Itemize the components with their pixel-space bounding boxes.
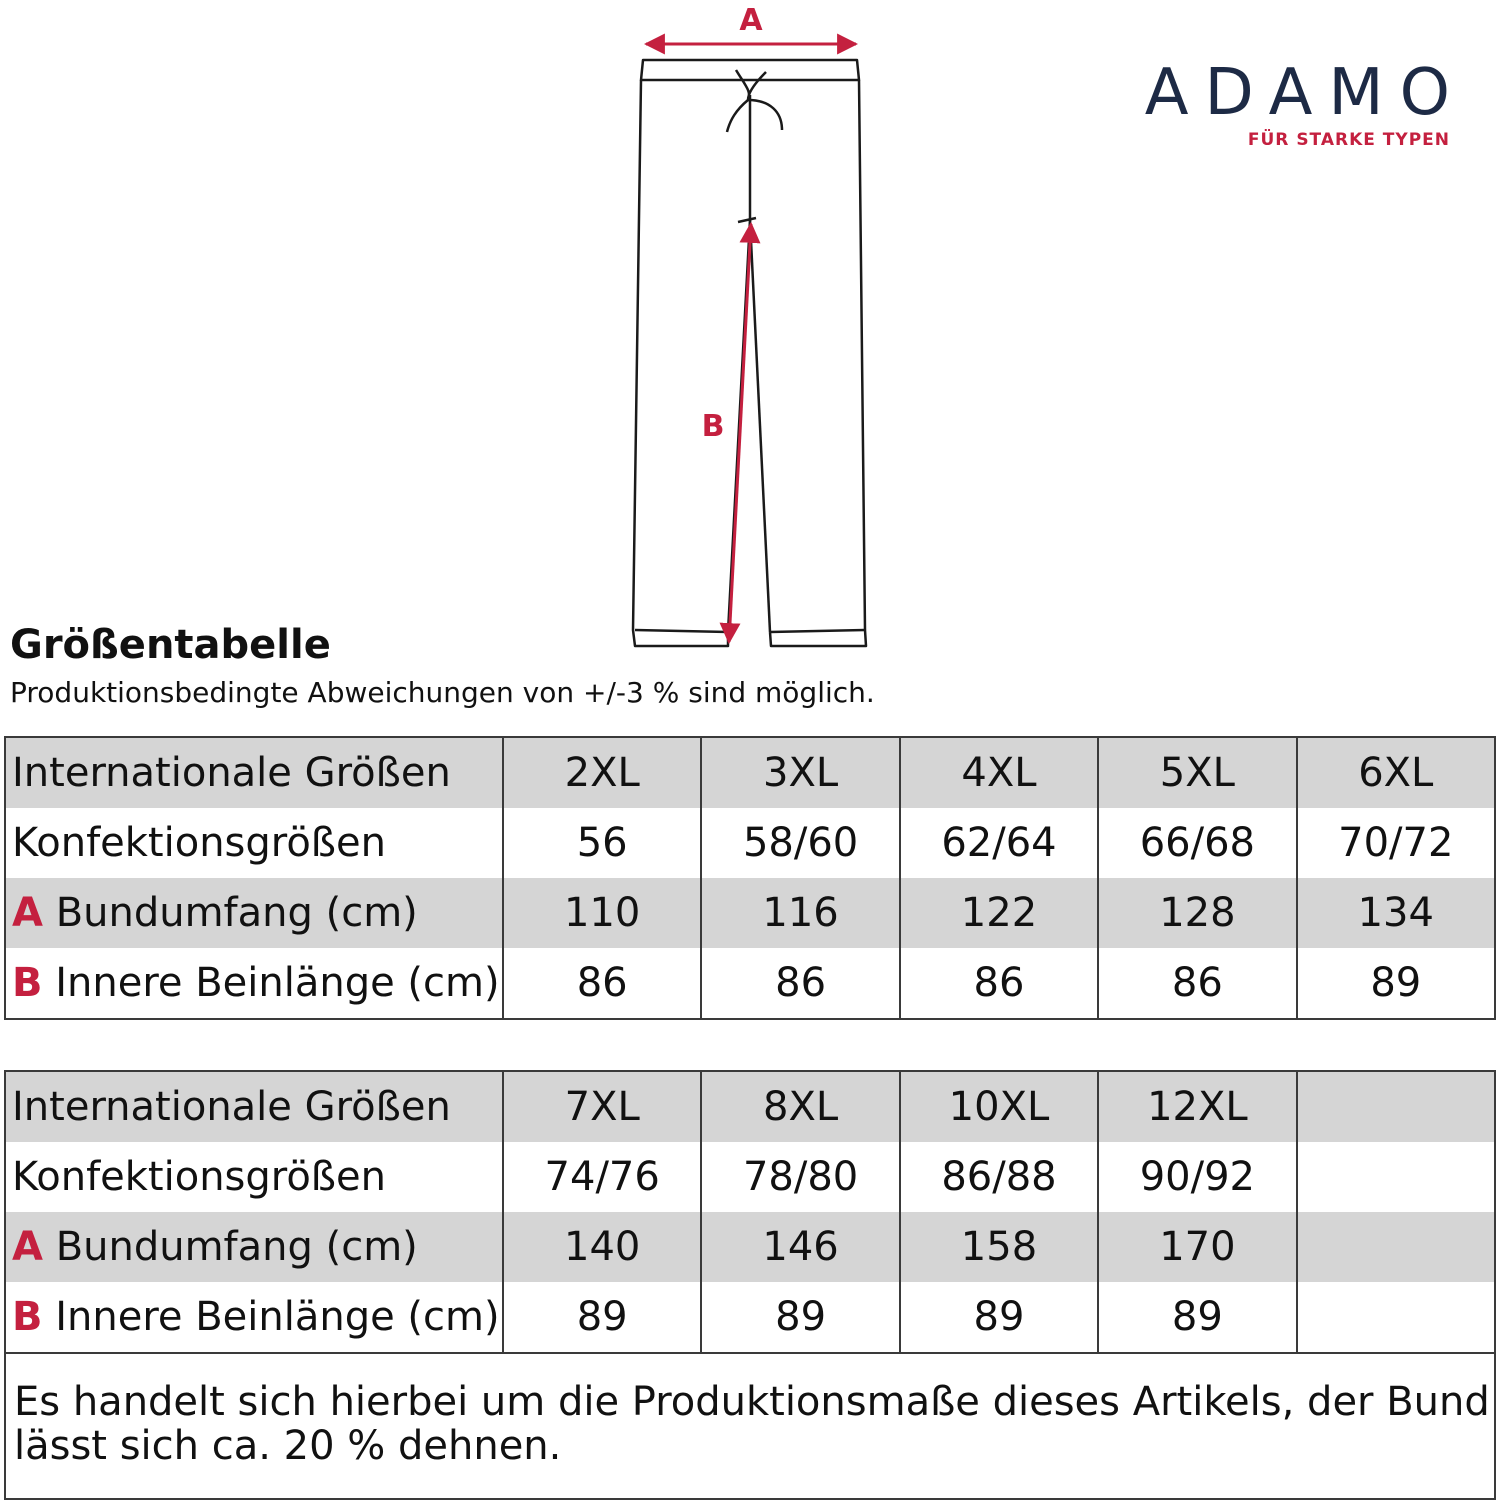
table-cell: 5XL [1098,737,1296,808]
table-cell: 7XL [503,1071,701,1142]
table-cell: 6XL [1297,737,1495,808]
table-cell: 89 [900,1282,1098,1353]
page-title: Größentabelle [10,622,331,668]
table-cell: 89 [1297,948,1495,1019]
table-row [5,878,1495,948]
table-cell [1297,1282,1495,1353]
table-cell [1297,1142,1495,1212]
key-letter-b: B [12,960,43,1006]
table-cell: 116 [701,878,899,948]
table-row [5,808,1495,878]
trouser-outline [633,60,866,646]
table-cell: 90/92 [1098,1142,1296,1212]
row-label: B Innere Beinlänge (cm) [5,1282,503,1353]
table-cell: 86/88 [900,1142,1098,1212]
table-row [5,1212,1495,1282]
table-cell: 8XL [701,1071,899,1142]
table-cell: 110 [503,878,701,948]
table-cell: 66/68 [1098,808,1296,878]
table-cell: 86 [900,948,1098,1019]
table-row [5,1071,1495,1142]
table-cell: 170 [1098,1212,1296,1282]
table-cell: 89 [1098,1282,1296,1353]
table-cell: 58/60 [701,808,899,878]
row-label: Konfektionsgrößen [5,808,503,878]
key-letter-b: B [12,1294,43,1340]
label-a: A [739,3,763,38]
size-table-1 [4,736,1496,1020]
label-b: B [701,409,725,444]
table-row [5,737,1495,808]
table-cell: 74/76 [503,1142,701,1212]
table-cell: 86 [503,948,701,1019]
table-cell: 12XL [1098,1071,1296,1142]
table-cell: 56 [503,808,701,878]
key-letter-a: A [12,1224,43,1270]
page-subtitle: Produktionsbedingte Abweichungen von +/-3 % sind möglich. [10,676,875,709]
table-cell: 134 [1297,878,1495,948]
table-cell: 122 [900,878,1098,948]
table-cell: 86 [1098,948,1296,1019]
row-label: Internationale Größen [5,737,503,808]
note-box [4,1354,1496,1500]
table-cell: 3XL [701,737,899,808]
table-cell: 128 [1098,878,1296,948]
table-row [5,1142,1495,1212]
table-cell: 86 [701,948,899,1019]
row-label: A Bundumfang (cm) [5,878,503,948]
table-row [5,948,1495,1019]
brand-logo [1080,56,1466,150]
measure-line-b [729,224,751,642]
trouser-diagram [600,0,900,660]
table-cell [1297,1212,1495,1282]
table-cell: 10XL [900,1071,1098,1142]
table-cell: 2XL [503,737,701,808]
table-row [5,1282,1495,1353]
table-cell [1297,1071,1495,1142]
table-cell: 78/80 [701,1142,899,1212]
table-cell: 140 [503,1212,701,1282]
table-cell: 62/64 [900,808,1098,878]
note-text: Es handelt sich hierbei um die Produktionsmaße dieses Artikels, der Bund lässt sich ca. 20 % dehnen. [14,1379,1490,1469]
table-cell: 89 [503,1282,701,1353]
table-cell: 70/72 [1297,808,1495,878]
row-label: Internationale Größen [5,1071,503,1142]
key-letter-a: A [12,890,43,936]
row-label: Konfektionsgrößen [5,1142,503,1212]
row-label: B Innere Beinlänge (cm) [5,948,503,1019]
table-cell: 158 [900,1212,1098,1282]
size-table-2 [4,1070,1496,1354]
brand-slogan: FÜR STARKE TYPEN [1247,130,1450,150]
brand-name: ADAMO [1144,56,1466,130]
table-cell: 89 [701,1282,899,1353]
table-cell: 146 [701,1212,899,1282]
row-label: A Bundumfang (cm) [5,1212,503,1282]
table-cell: 4XL [900,737,1098,808]
